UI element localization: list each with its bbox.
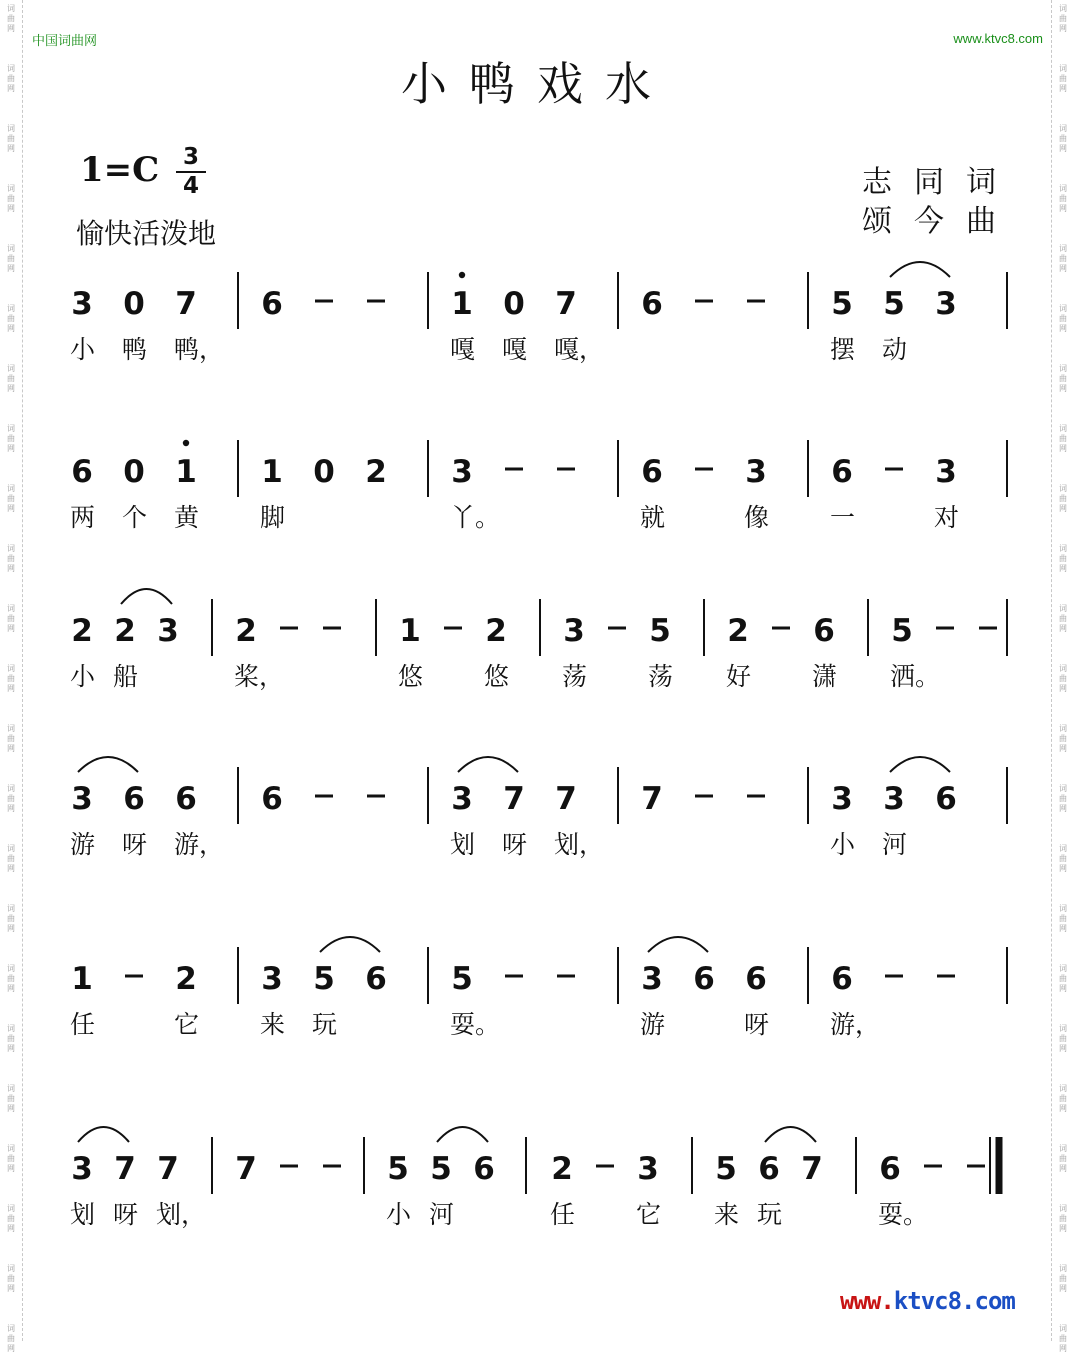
slur — [890, 757, 950, 772]
lyric-syllable: 嘎 — [450, 335, 476, 364]
note: 6 — [641, 286, 663, 322]
watermark-glyph: 词 曲 网 — [7, 1264, 15, 1293]
lyric-syllable: 来 — [260, 1010, 286, 1039]
key-signature: 1=C — [80, 150, 160, 190]
lyric-syllable: 耍。 — [450, 1010, 501, 1039]
watermark-glyph: 词 曲 网 — [1059, 844, 1067, 873]
lyric-syllable: 河 — [882, 830, 908, 859]
note: 3 — [563, 613, 585, 649]
lyric-syllable: 鸭， — [174, 335, 225, 364]
note: 7 — [157, 1151, 179, 1187]
watermark-glyph: 词 曲 网 — [7, 244, 15, 273]
lyric-syllable: 荡 — [562, 662, 588, 691]
watermark-glyph: 词 曲 网 — [7, 364, 15, 393]
note: 2 — [71, 613, 93, 649]
watermark-glyph: 词 曲 网 — [1059, 904, 1067, 933]
watermark-glyph: 词 曲 网 — [1059, 1264, 1067, 1293]
lyric-syllable: 就 — [640, 503, 666, 532]
slur — [78, 1127, 129, 1142]
note: 3 — [637, 1151, 659, 1187]
note: 0 — [123, 454, 145, 490]
slur — [437, 1127, 488, 1142]
note: 6 — [365, 961, 387, 997]
lyric-syllable: 像 — [744, 503, 770, 532]
lyric-syllable: 小 — [70, 335, 96, 364]
note: 0 — [123, 286, 145, 322]
note: 3 — [451, 454, 473, 490]
watermark-glyph: 词 曲 网 — [1059, 1204, 1067, 1233]
watermark-glyph: 词 曲 网 — [7, 64, 15, 93]
note: 6 — [123, 781, 145, 817]
lyric-syllable: 划， — [554, 830, 605, 859]
watermark-glyph: 词 曲 网 — [7, 1144, 15, 1173]
lyric-syllable: 任 — [550, 1200, 576, 1229]
watermark-glyph: 词 曲 网 — [1059, 664, 1067, 693]
note: 3 — [935, 286, 957, 322]
lyric-syllable: 游， — [174, 830, 225, 859]
note: 6 — [935, 781, 957, 817]
site-name-left[interactable]: 中国词曲网 — [32, 34, 98, 49]
lyric-syllable: 呀 — [122, 830, 148, 859]
watermark-glyph: 词 曲 网 — [7, 424, 15, 453]
lyric-syllable: 鸭 — [122, 335, 148, 364]
lyric-syllable: 小 — [386, 1200, 412, 1229]
lyric-syllable: 黄 — [174, 503, 200, 532]
note: 6 — [261, 286, 283, 322]
watermark-glyph: 词 曲 网 — [7, 1084, 15, 1113]
watermark-glyph: 词 曲 网 — [1059, 1084, 1067, 1113]
note: 5 — [313, 961, 335, 997]
note: 3 — [71, 781, 93, 817]
site-url-right[interactable]: www.ktvc8.com — [953, 31, 1043, 46]
slur — [765, 1127, 816, 1142]
lyric-syllable: 游， — [830, 1010, 881, 1039]
lyric-syllable: 船 — [113, 662, 139, 691]
footer-site-logo[interactable] — [840, 1287, 1015, 1315]
watermark-glyph: 词 曲 网 — [7, 664, 15, 693]
watermark-glyph: 词 曲 网 — [7, 844, 15, 873]
watermark-glyph: 词 曲 网 — [1059, 604, 1067, 633]
watermark-glyph: 词 曲 网 — [1059, 1024, 1067, 1053]
note: 7 — [175, 286, 197, 322]
slur — [320, 937, 380, 952]
note: 6 — [641, 454, 663, 490]
lyric-syllable: 潇 — [812, 662, 838, 691]
watermark-glyph: 词 曲 网 — [1059, 1324, 1067, 1353]
lyric-syllable: 嘎， — [554, 335, 605, 364]
footer-site-part1: www. — [840, 1287, 894, 1315]
note: 1 — [261, 454, 283, 490]
note: 1 — [175, 454, 197, 490]
note: 6 — [831, 454, 853, 490]
lyric-syllable: 呀 — [502, 830, 528, 859]
note: 2 — [727, 613, 749, 649]
note: 6 — [879, 1151, 901, 1187]
note: 5 — [715, 1151, 737, 1187]
watermark-glyph: 词 曲 网 — [7, 904, 15, 933]
lyric-syllable: 玩 — [757, 1200, 783, 1229]
lyric-syllable: 好 — [726, 662, 752, 691]
time-signature-bottom: 4 — [182, 173, 199, 199]
watermark-glyph: 词 曲 网 — [7, 1024, 15, 1053]
note: 5 — [451, 961, 473, 997]
note: 7 — [114, 1151, 136, 1187]
slur — [78, 757, 138, 772]
watermark-glyph: 词 曲 网 — [1059, 64, 1067, 93]
lyric-syllable: 丫。 — [450, 503, 501, 532]
lyric-syllable: 呀 — [113, 1200, 139, 1229]
note: 3 — [883, 781, 905, 817]
note: 7 — [555, 781, 577, 817]
watermark-glyph: 词 曲 网 — [7, 184, 15, 213]
lyric-syllable: 它 — [174, 1010, 200, 1039]
note: 2 — [175, 961, 197, 997]
note: 2 — [235, 613, 257, 649]
note: 1 — [399, 613, 421, 649]
lyric-syllable: 脚 — [260, 503, 286, 532]
lyric-syllable: 洒。 — [890, 662, 941, 691]
note: 6 — [831, 961, 853, 997]
watermark-glyph: 词 曲 网 — [7, 304, 15, 333]
lyric-syllable: 呀 — [744, 1010, 770, 1039]
watermark-glyph: 词 曲 网 — [7, 724, 15, 753]
lyric-syllable: 划， — [156, 1200, 207, 1229]
watermark-glyph: 词 曲 网 — [1059, 784, 1067, 813]
watermark-glyph: 词 曲 网 — [1059, 304, 1067, 333]
watermark-glyph: 词 曲 网 — [1059, 484, 1067, 513]
note: 7 — [641, 781, 663, 817]
note: 3 — [71, 1151, 93, 1187]
slur — [890, 262, 950, 277]
lyric-syllable: 它 — [636, 1200, 662, 1229]
note: 7 — [235, 1151, 257, 1187]
note: 6 — [693, 961, 715, 997]
note: 0 — [313, 454, 335, 490]
lyric-syllable: 游 — [70, 830, 96, 859]
lyric-syllable: 动 — [882, 335, 908, 364]
note: 5 — [891, 613, 913, 649]
note: 1 — [451, 286, 473, 322]
note: 6 — [745, 961, 767, 997]
note: 3 — [261, 961, 283, 997]
watermark-glyph: 词 曲 网 — [7, 484, 15, 513]
note: 0 — [503, 286, 525, 322]
watermark-glyph: 词 曲 网 — [7, 124, 15, 153]
note: 6 — [175, 781, 197, 817]
watermark-glyph: 词 曲 网 — [1059, 364, 1067, 393]
note: 5 — [649, 613, 671, 649]
lyric-syllable: 耍。 — [878, 1200, 929, 1229]
lyric-syllable: 两 — [70, 503, 96, 532]
lyric-syllable: 一 — [830, 503, 856, 532]
note: 5 — [883, 286, 905, 322]
watermark-glyph: 词 曲 网 — [7, 1324, 15, 1353]
note: 3 — [745, 454, 767, 490]
song-title: 小鸭戏水 — [401, 57, 673, 111]
note: 5 — [430, 1151, 452, 1187]
note: 2 — [485, 613, 507, 649]
watermark-glyph: 词 曲 网 — [7, 1204, 15, 1233]
watermark-glyph: 词 曲 网 — [1059, 964, 1067, 993]
watermark-glyph: 词 曲 网 — [1059, 544, 1067, 573]
lyric-syllable: 摆 — [830, 335, 856, 364]
lyric-syllable: 任 — [70, 1010, 96, 1039]
lyric-syllable: 玩 — [312, 1010, 338, 1039]
high-octave-dot — [183, 440, 189, 446]
note: 5 — [831, 286, 853, 322]
watermark-glyph: 词 曲 网 — [1059, 1144, 1067, 1173]
watermark-glyph: 词 曲 网 — [7, 604, 15, 633]
note: 6 — [758, 1151, 780, 1187]
note: 3 — [157, 613, 179, 649]
lyric-syllable: 个 — [122, 503, 148, 532]
lyric-syllable: 小 — [70, 662, 96, 691]
lyric-syllable: 划 — [450, 830, 476, 859]
tempo-marking: 愉快活泼地 — [76, 217, 217, 250]
note: 6 — [261, 781, 283, 817]
lyric-syllable: 划 — [70, 1200, 96, 1229]
watermark-glyph: 词 曲 网 — [1059, 424, 1067, 453]
note: 3 — [451, 781, 473, 817]
watermark-glyph: 词 曲 网 — [7, 964, 15, 993]
note: 3 — [935, 454, 957, 490]
note: 5 — [387, 1151, 409, 1187]
watermark-glyph: 词 曲 网 — [1059, 244, 1067, 273]
lyricist-credit: 志同词 — [862, 165, 1018, 200]
note: 7 — [801, 1151, 823, 1187]
watermark-glyph: 词 曲 网 — [7, 784, 15, 813]
note: 6 — [473, 1151, 495, 1187]
lyric-syllable: 来 — [714, 1200, 740, 1229]
note: 2 — [551, 1151, 573, 1187]
watermark-glyph: 词 曲 网 — [1059, 4, 1067, 33]
watermark-glyph: 词 曲 网 — [7, 4, 15, 33]
note: 3 — [831, 781, 853, 817]
lyric-syllable: 桨， — [234, 662, 285, 691]
lyric-syllable: 河 — [429, 1200, 455, 1229]
lyric-syllable: 嘎 — [502, 335, 528, 364]
lyric-syllable: 荡 — [648, 662, 674, 691]
note: 3 — [641, 961, 663, 997]
slur — [648, 937, 708, 952]
composer-credit: 颂今曲 — [862, 204, 1018, 239]
note: 6 — [813, 613, 835, 649]
high-octave-dot — [459, 272, 465, 278]
note: 2 — [114, 613, 136, 649]
watermark-glyph: 词 曲 网 — [1059, 124, 1067, 153]
lyric-syllable: 对 — [934, 503, 960, 532]
watermark-glyph: 词 曲 网 — [1059, 184, 1067, 213]
note: 1 — [71, 961, 93, 997]
lyric-syllable: 悠 — [398, 662, 424, 691]
footer-site-part2: ktvc8.com — [893, 1287, 1015, 1315]
note: 3 — [71, 286, 93, 322]
note: 7 — [555, 286, 577, 322]
slur — [121, 589, 172, 604]
note: 6 — [71, 454, 93, 490]
time-signature-top: 3 — [182, 144, 199, 170]
watermark-glyph: 词 曲 网 — [1059, 724, 1067, 753]
lyric-syllable: 悠 — [484, 662, 510, 691]
note: 7 — [503, 781, 525, 817]
watermark-glyph: 词 曲 网 — [7, 544, 15, 573]
lyric-syllable: 小 — [830, 830, 856, 859]
slur — [458, 757, 518, 772]
lyric-syllable: 游 — [640, 1010, 666, 1039]
note: 2 — [365, 454, 387, 490]
